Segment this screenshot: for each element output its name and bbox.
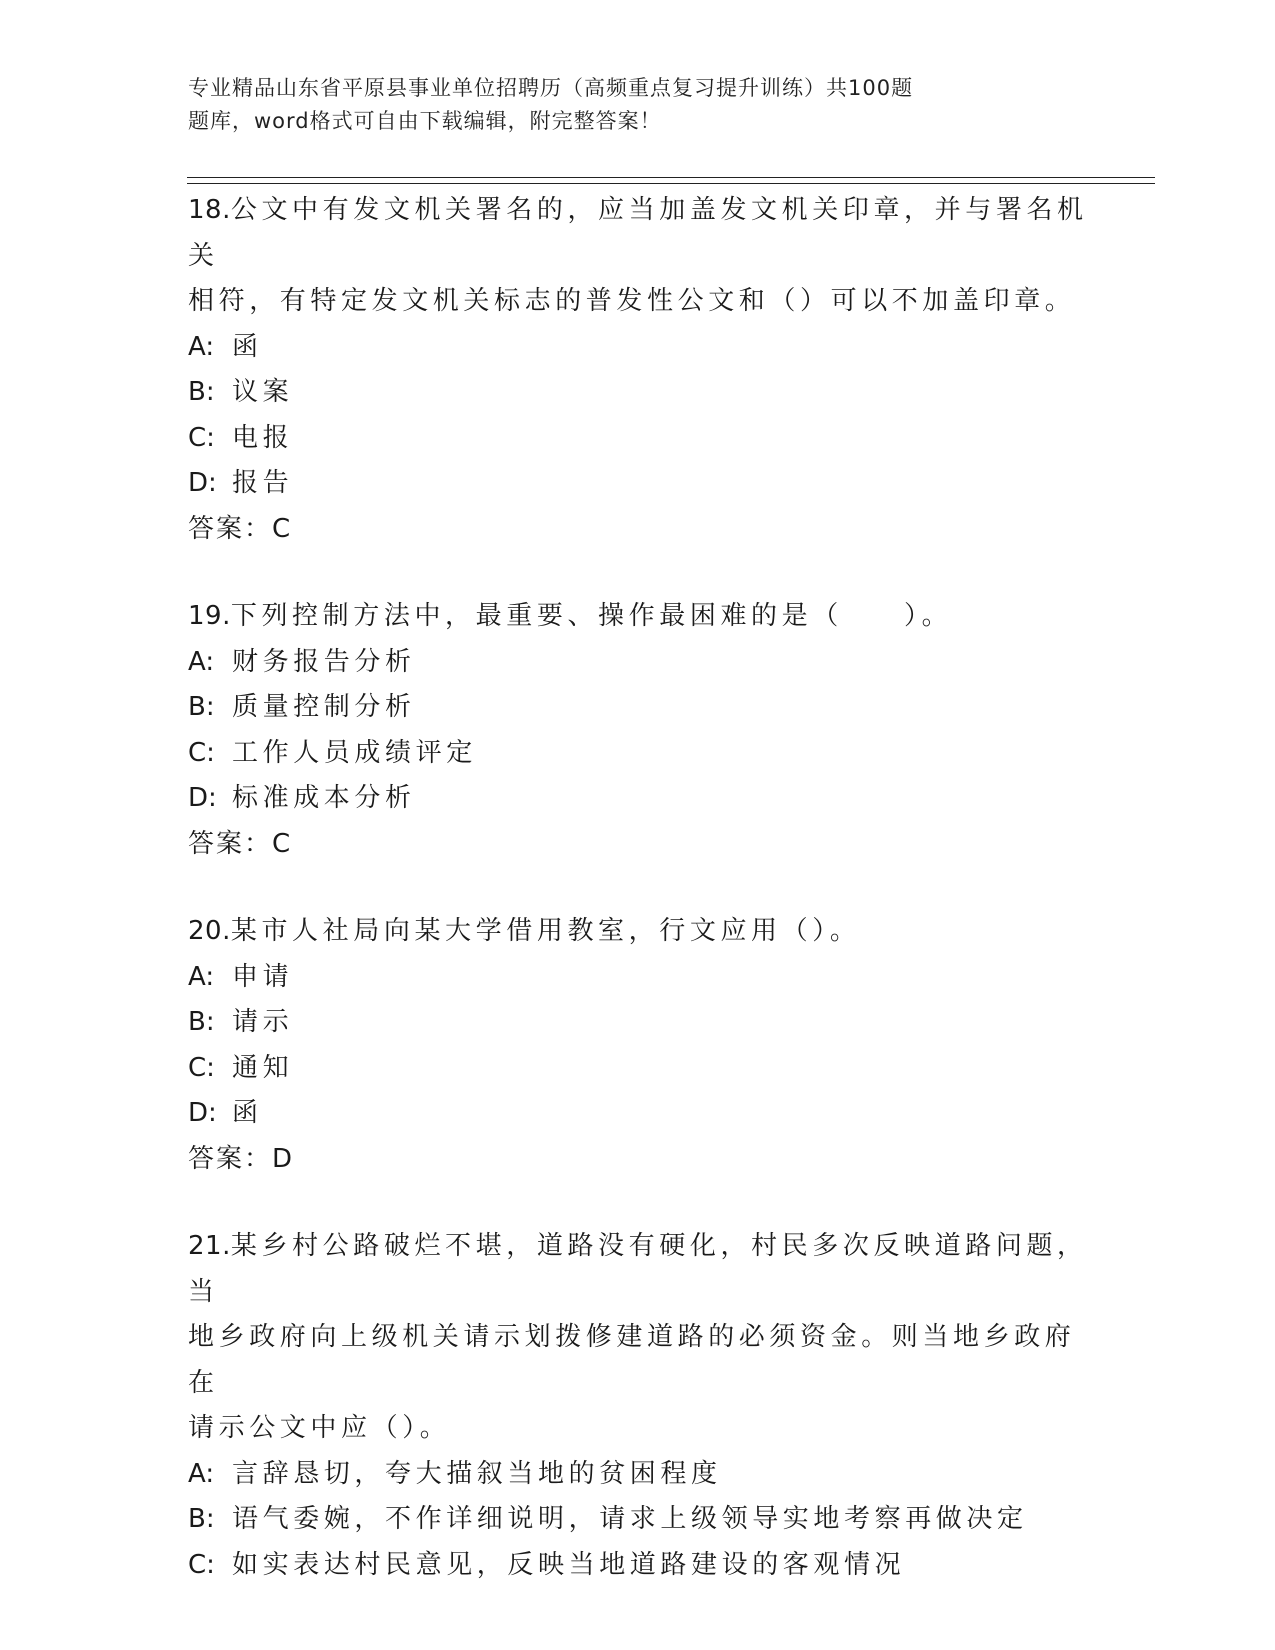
option-key: D: xyxy=(188,783,217,813)
question-stem xyxy=(188,188,1088,279)
option-text: 函 xyxy=(232,331,263,362)
option-text: 电报 xyxy=(232,422,294,453)
option-a xyxy=(188,1452,1088,1498)
question-stem-line: 请示公文中应（）。 xyxy=(188,1413,451,1443)
option-text: 如实表达村民意见，反映当地道路建设的客观情况 xyxy=(232,1549,906,1580)
option-a xyxy=(188,640,1088,686)
option-a xyxy=(188,325,1088,371)
answer-line xyxy=(188,822,1088,868)
question-19 xyxy=(188,594,1088,867)
header-line-2: 题库，word格式可自由下载编辑，附完整答案！ xyxy=(188,109,662,133)
spacer xyxy=(188,552,1088,594)
option-key: A: xyxy=(188,961,215,992)
answer-label: 答案： xyxy=(188,828,273,859)
answer-label: 答案： xyxy=(188,1143,273,1174)
option-key: C: xyxy=(188,737,215,768)
question-stem-line: 相符，有特定发文机关标志的普发性公文和（）可以不加盖印章。 xyxy=(188,286,1076,316)
option-text: 议案 xyxy=(232,377,294,407)
option-c xyxy=(188,416,1088,462)
option-key: D: xyxy=(188,1098,217,1128)
option-b xyxy=(188,1497,1088,1543)
answer-value: D xyxy=(272,1143,293,1174)
option-key: A: xyxy=(188,646,215,677)
question-number: 21. xyxy=(188,1231,231,1261)
spacer xyxy=(188,1182,1088,1224)
question-stem-line: 某市人社局向某大学借用教室，行文应用（）。 xyxy=(230,916,861,946)
question-stem xyxy=(188,909,1088,955)
header-divider-top xyxy=(187,177,1155,178)
option-key: B: xyxy=(188,1007,215,1037)
option-a xyxy=(188,955,1088,1001)
question-18 xyxy=(188,188,1088,552)
option-text: 标准成本分析 xyxy=(232,783,416,813)
option-key: A: xyxy=(188,331,215,362)
option-text: 函 xyxy=(232,1098,263,1128)
option-d xyxy=(188,461,1088,507)
option-d xyxy=(188,1091,1088,1137)
option-text: 言辞恳切，夸大描叙当地的贫困程度 xyxy=(232,1458,722,1489)
option-text: 财务报告分析 xyxy=(232,646,416,677)
question-21 xyxy=(188,1224,1088,1588)
answer-label: 答案： xyxy=(188,513,273,544)
header-divider-bottom xyxy=(187,183,1155,184)
spacer xyxy=(188,867,1088,909)
question-stem-line: 下列控制方法中，最重要、操作最困难的是（ ）。 xyxy=(230,601,953,631)
option-key: C: xyxy=(188,1549,215,1580)
question-stem-line: 公文中有发文机关署名的，应当加盖发文机关印章，并与署名机关 xyxy=(188,195,1088,271)
option-key: B: xyxy=(188,692,215,722)
option-c xyxy=(188,731,1088,777)
question-stem xyxy=(188,1224,1088,1315)
option-text: 请示 xyxy=(232,1007,294,1037)
option-key: A: xyxy=(188,1458,215,1489)
answer-line xyxy=(188,507,1088,553)
question-number: 19. xyxy=(188,601,231,631)
question-number: 18. xyxy=(188,195,231,225)
option-text: 语气委婉，不作详细说明，请求上级领导实地考察再做决定 xyxy=(232,1504,1028,1534)
option-text: 质量控制分析 xyxy=(232,692,416,722)
option-key: B: xyxy=(188,377,215,407)
option-key: C: xyxy=(188,1052,215,1083)
answer-value: C xyxy=(272,513,291,544)
option-b xyxy=(188,685,1088,731)
option-key: B: xyxy=(188,1504,215,1534)
option-text: 通知 xyxy=(232,1052,294,1083)
option-c xyxy=(188,1543,1088,1589)
question-stem-line: 地乡政府向上级机关请示划拨修建道路的必须资金。则当地乡政府在 xyxy=(188,1322,1076,1398)
answer-value: C xyxy=(272,828,291,859)
option-d xyxy=(188,776,1088,822)
option-c xyxy=(188,1046,1088,1092)
question-stem xyxy=(188,594,1088,640)
answer-line xyxy=(188,1137,1088,1183)
question-stem-line: 某乡村公路破烂不堪，道路没有硬化，村民多次反映道路问题，当 xyxy=(188,1231,1088,1307)
question-list xyxy=(188,188,1088,1588)
question-number: 20. xyxy=(188,916,231,946)
option-text: 报告 xyxy=(232,468,294,498)
document-header xyxy=(188,72,1048,138)
header-line-1: 专业精品山东省平原县事业单位招聘历（高频重点复习提升训练）共100题 xyxy=(188,76,914,100)
option-b xyxy=(188,370,1088,416)
option-text: 工作人员成绩评定 xyxy=(232,737,477,768)
option-text: 申请 xyxy=(232,961,294,992)
question-stem-continued xyxy=(188,1406,1088,1452)
option-key: C: xyxy=(188,422,215,453)
question-stem-continued xyxy=(188,279,1088,325)
option-key: D: xyxy=(188,468,217,498)
question-20 xyxy=(188,909,1088,1182)
option-b xyxy=(188,1000,1088,1046)
question-stem-continued xyxy=(188,1315,1088,1406)
